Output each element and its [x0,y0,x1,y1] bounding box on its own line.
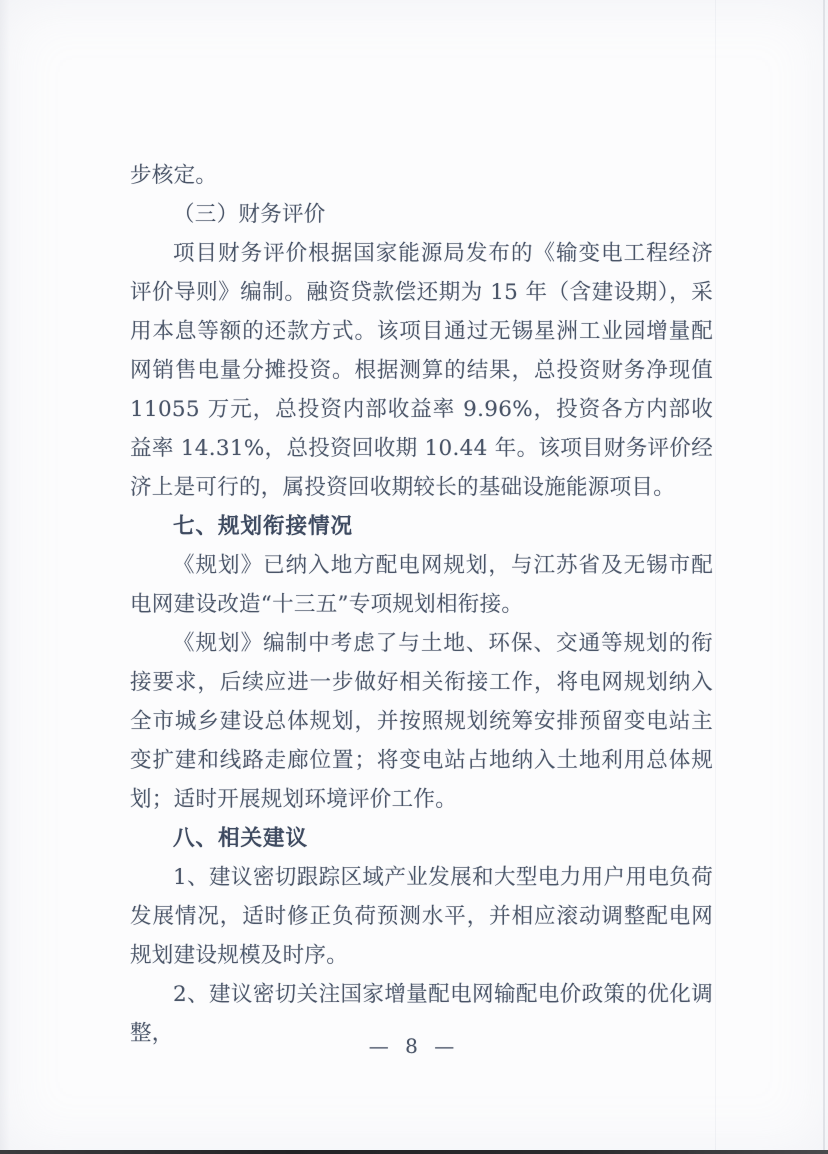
paragraph-continuation: 步核定。 [130,163,218,188]
paragraph-recommendation-2: 2、建议密切关注国家增量配电网输配电价政策的优化调整， [130,982,713,1046]
scan-edge-bottom [0,1150,828,1154]
document-body [130,156,713,1053]
scan-artifact-line [715,0,716,1150]
page-number: — 8 — [368,1034,460,1058]
paragraph-planning-integration-2: 《规划》编制中考虑了与土地、环保、交通等规划的衔接要求，后续应进一步做好相关衔接工作，将电网规划纳入全市城乡建设总体规划，并按照规划统筹安排预留变电站主变扩建和线路走廊位置；将变电站占地纳入土地利用总体规划；适时开展规划环境评价工作。 [130,631,713,812]
paragraph-financial-evaluation: 项目财务评价根据国家能源局发布的《输变电工程经济评价导则》编制。融资贷款偿还期为 15 年（含建设期），采用本息等额的还款方式。该项目通过无锡星洲工业园增量配网销售电量分摊投资。根据测算的结果，总投资财务净现值 11055 万元，总投资内部收益率 9.96%，投资各方内部收益率 14.31%，总投资回收期 10.44 年。该项目财务评价经济上是可行的，属投资回收期较长的基础设施能源项目。 [130,241,713,500]
section-heading-recommendations: 八、相关建议 [173,826,309,851]
section-heading-planning-integration: 七、规划衔接情况 [173,514,354,539]
paragraph-planning-integration-1: 《规划》已纳入地方配电网规划，与江苏省及无锡市配电网建设改造“十三五”专项规划相衔接。 [130,553,713,617]
scan-edge-right [823,0,825,1150]
subsection-heading-financial-evaluation: （三）财务评价 [173,202,326,227]
paragraph-recommendation-1: 1、建议密切跟踪区域产业发展和大型电力用户用电负荷发展情况，适时修正负荷预测水平，并相应滚动调整配电网规划建设规模及时序。 [130,865,713,968]
scan-shade-left [0,0,10,1154]
